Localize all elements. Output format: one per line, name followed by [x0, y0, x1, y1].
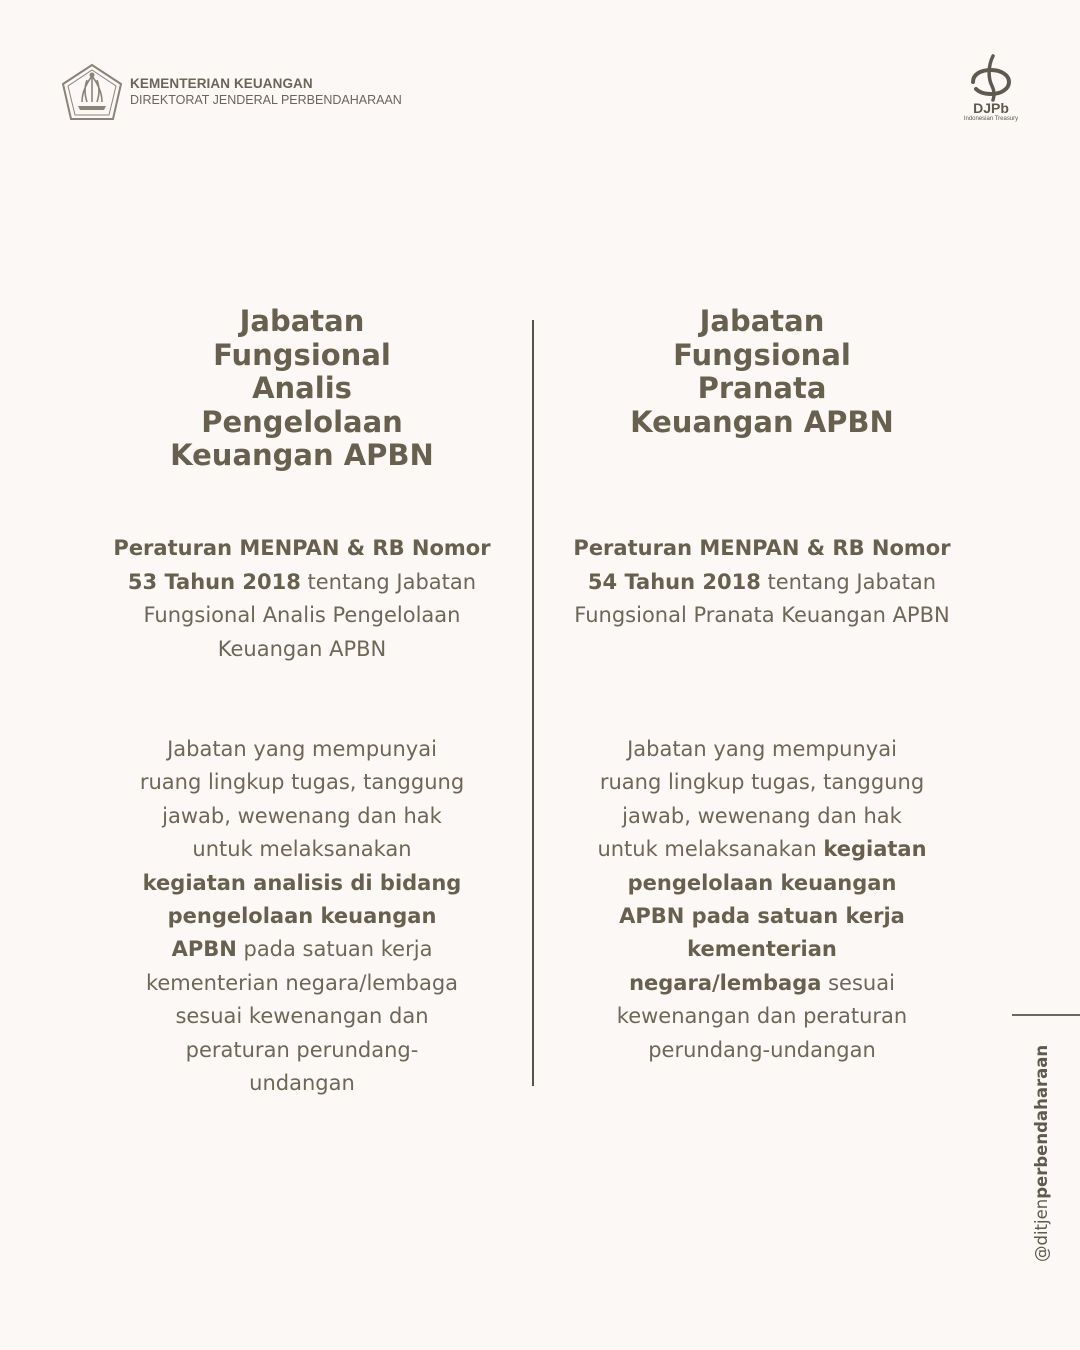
left-regulation-subject: tentang Jabatan Fungsional Analis Pengelolaan Keuangan APBN — [143, 569, 477, 661]
djpb-logo-label: DJPb — [973, 100, 1009, 116]
right-regulation-number: Peraturan MENPAN & RB Nomor 54 Tahun 2018 — [573, 536, 951, 594]
left-definition-highlight: kegiatan analisis di bidang pengelolaan keuangan APBN — [142, 870, 462, 962]
left-title — [167, 305, 437, 473]
ministry-emblem-icon — [60, 62, 124, 122]
right-title-line: Fungsional — [673, 337, 851, 372]
left-definition-intro: Jabatan yang mempunyai ruang lingkup tugas, tanggung jawab, wewenang dan hak untuk melaksanakan — [139, 737, 465, 862]
djpb-logo — [958, 52, 1024, 122]
right-regulation — [572, 532, 952, 633]
right-title-line: Jabatan — [699, 304, 825, 338]
left-title-line: Analis — [252, 371, 352, 405]
left-column — [112, 304, 492, 1096]
right-definition-highlight: kegiatan pengelolaan keuangan APBN pada satuan kerja kementerian negara/lembaga — [619, 837, 927, 995]
right-title-line: Pranata — [697, 371, 827, 405]
side-rule — [1012, 1014, 1080, 1016]
left-title-line: Pengelolaan — [201, 404, 403, 439]
social-handle — [1032, 1045, 1051, 1262]
right-definition-intro: Jabatan yang mempunyai ruang lingkup tugas, tanggung jawab, wewenang dan hak untuk melaksanakan — [597, 737, 925, 862]
djpb-logo-subtitle: Indonesian Treasury — [963, 116, 1019, 122]
right-title — [627, 305, 897, 439]
left-title-line: Jabatan — [239, 304, 365, 338]
left-definition — [112, 733, 492, 1100]
left-regulation — [112, 532, 492, 666]
left-definition-scope: pada satuan kerja kementerian negara/lembaga sesuai kewenangan dan peraturan perundang-undangan — [145, 937, 459, 1096]
left-regulation-number: Peraturan MENPAN & RB Nomor 53 Tahun 2018 — [113, 536, 491, 594]
left-title-line: Keuangan APBN — [170, 438, 434, 472]
ministry-header — [60, 62, 402, 122]
ministry-name: KEMENTERIAN KEUANGAN — [130, 76, 313, 91]
right-column — [572, 304, 952, 1062]
social-handle-prefix: @ditjen — [1032, 1198, 1051, 1262]
directorate-name: DIREKTORAT JENDERAL PERBENDAHARAAN — [130, 93, 402, 107]
right-regulation-subject: tentang Jabatan Fungsional Pranata Keuangan APBN — [574, 569, 950, 627]
column-divider — [532, 320, 534, 1086]
left-title-line: Fungsional — [213, 337, 391, 372]
right-definition-scope: sesuai kewenangan dan peraturan perundang-undangan — [616, 970, 908, 1062]
right-definition — [572, 733, 952, 1067]
social-handle-name: perbendaharaan — [1032, 1044, 1051, 1199]
right-title-line: Keuangan APBN — [630, 404, 894, 439]
